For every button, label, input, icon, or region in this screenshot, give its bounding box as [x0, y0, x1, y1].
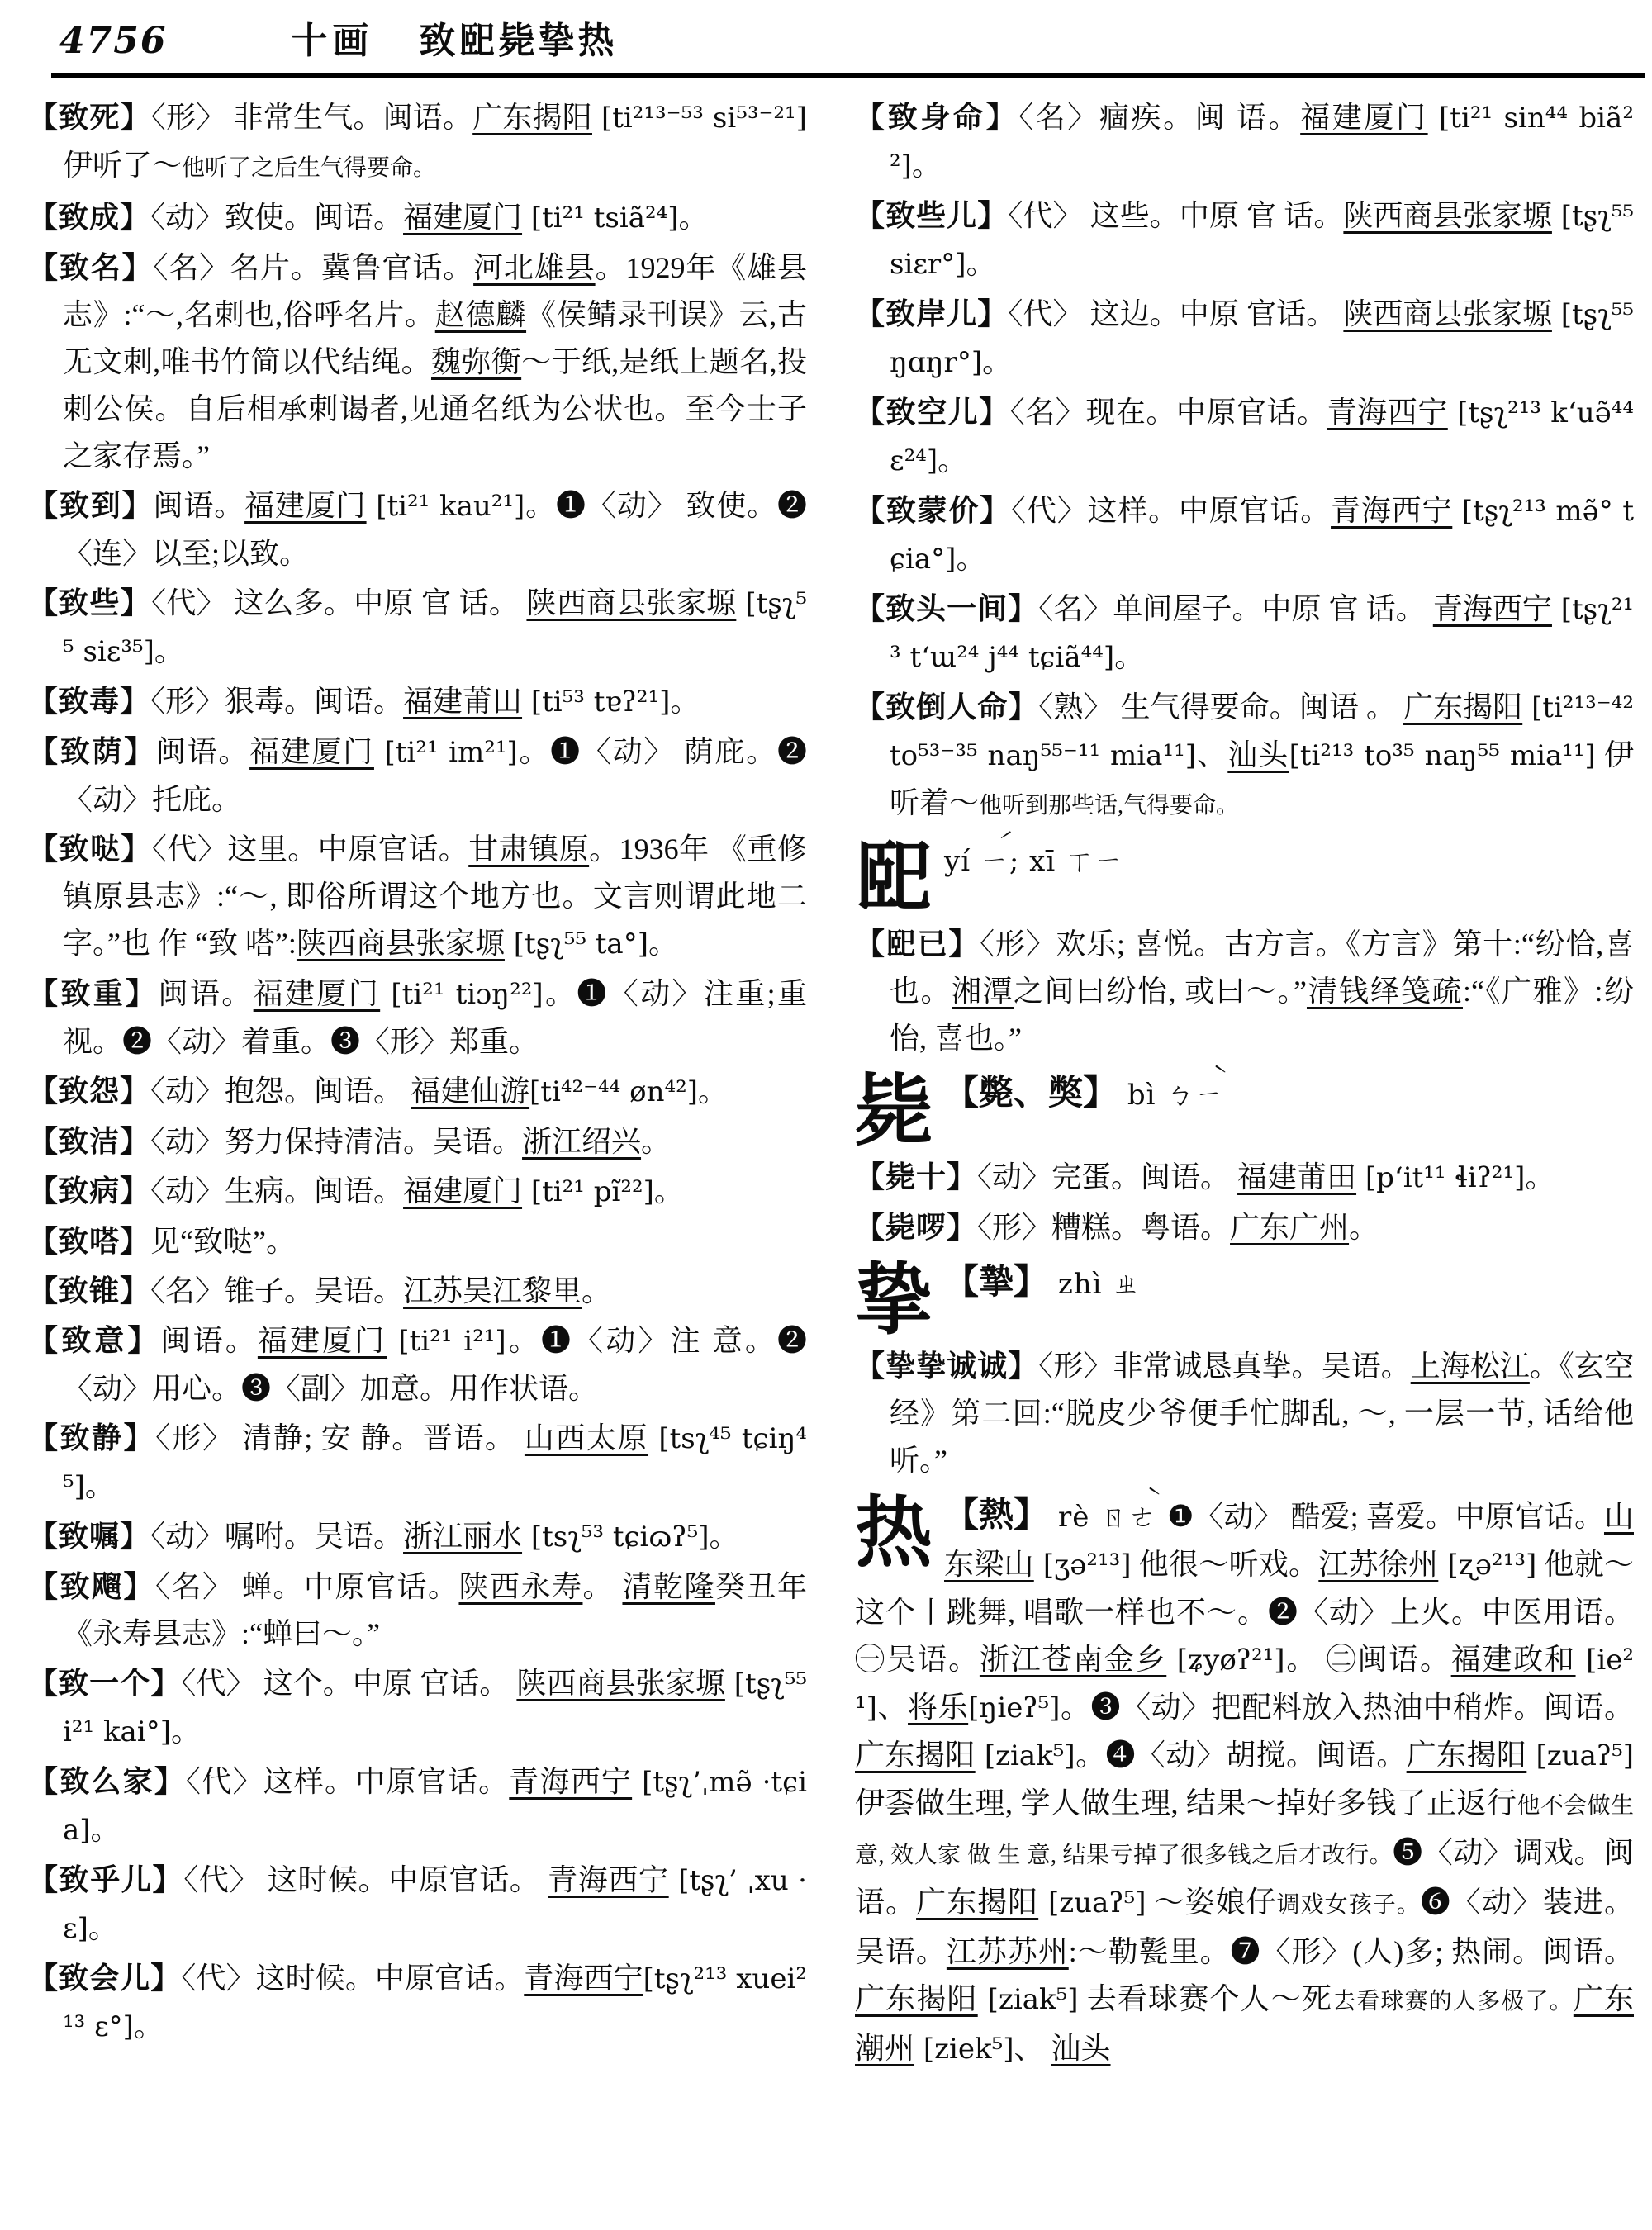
dict-entry — [28, 1415, 807, 1511]
place-name: 江苏苏州 — [946, 1935, 1069, 1969]
dict-entry — [28, 1513, 807, 1561]
phonetic-transcription: [zuaʔ⁵] — [1526, 1739, 1634, 1773]
dict-entry — [855, 1204, 1634, 1251]
body-text: 。 — [678, 201, 709, 235]
body-text: 。 — [1525, 1160, 1555, 1194]
entry-headword: 【致重】 — [28, 977, 159, 1011]
section-characters: 致巸毙挚热 — [419, 21, 618, 61]
entry-headword: 【致毒】 — [28, 685, 151, 719]
dict-entry — [855, 487, 1634, 583]
dict-entry — [28, 94, 807, 192]
place-name: 清乾隆 — [622, 1570, 715, 1604]
place-name: 福建厦门 — [403, 201, 523, 235]
body-text: 。 — [938, 444, 968, 477]
pronunciation: bì ㄅㄧ̀ — [1118, 1079, 1224, 1113]
place-name: 广东潮州 — [855, 1982, 1634, 2066]
head-character-block — [855, 836, 1634, 923]
body-text: 见“致哒”。 — [150, 1225, 296, 1259]
translation-gloss: 去看球赛的人多极了。 — [1332, 1989, 1574, 2015]
entry-headword: 【致荫】 — [28, 735, 156, 769]
variant-forms: 【斃、獘】 — [944, 1075, 1118, 1113]
header-rule — [51, 73, 1645, 78]
body-text: 闽语。 — [155, 735, 250, 769]
place-name: 福建政和 — [1450, 1643, 1576, 1677]
phonetic-transcription: [ʐə²¹³] — [1438, 1549, 1537, 1582]
dict-entry — [28, 678, 807, 726]
body-text: 。❶〈动〉 致使。❷〈连〉以至;以致。 — [63, 489, 807, 571]
body-text: 〈代〉这里。中原官话。 — [151, 833, 469, 866]
place-name: 清钱绎笺疏 — [1306, 975, 1463, 1008]
body-text: 。 — [84, 1469, 115, 1503]
place-name: 浙江绍兴 — [522, 1125, 642, 1159]
entry-headword: 【致锥】 — [28, 1274, 151, 1308]
place-name: 福建厦门 — [253, 977, 381, 1011]
running-head — [0, 0, 1652, 68]
entry-headword: 【致身命】 — [855, 101, 1019, 135]
entry-headword: 【致些】 — [28, 586, 152, 620]
body-text: 〈代〉这样。中原官话。 — [1011, 494, 1332, 528]
entry-headword: 【致成】 — [28, 201, 151, 235]
entry-headword: 【致些儿】 — [855, 199, 1009, 233]
body-text: ～姿娘仔 — [1146, 1886, 1277, 1919]
place-name: 山东梁山 — [944, 1500, 1634, 1582]
body-text: 〈代〉这样。中原官话。 — [186, 1765, 510, 1799]
place-name: 青海西宁 — [509, 1765, 633, 1799]
body-text: 、 — [876, 1691, 909, 1725]
body-text: 〈代〉 这个。中原 官话。 — [181, 1667, 517, 1701]
place-name: 青海西宁 — [524, 1962, 643, 1995]
entry-headword: 【致怨】 — [28, 1075, 151, 1108]
dict-entry — [855, 586, 1634, 681]
place-name: 甘肃镇原 — [468, 833, 590, 866]
body-text: 〈动〉抱怨。闽语。 — [150, 1075, 411, 1108]
body-text: 。 — [911, 149, 942, 183]
dict-entry — [28, 1955, 807, 2051]
body-text: 。❶〈动〉 荫庇。❷〈动〉托庇。 — [63, 735, 807, 817]
body-text: 〈代〉 这么多。中原 官 话。 — [151, 586, 527, 620]
stroke-count-header: 十画 — [291, 21, 374, 61]
body-text: 。 — [1349, 1211, 1379, 1245]
phonetic-transcription: [tʂʅ’ˌmə̃ ·tɕia] — [63, 1766, 807, 1848]
body-text: 、 — [1014, 2032, 1051, 2066]
body-text: 〈名〉现在。中原官话。 — [1009, 396, 1327, 429]
dict-entry — [28, 482, 807, 577]
entry-headword: 【致哒】 — [28, 833, 152, 866]
entry-headword: 【致头一间】 — [855, 592, 1039, 626]
phonetic-transcription: [ti²¹ sin⁴⁴ biã²²] — [890, 102, 1634, 183]
entry-headword: 【致一个】 — [28, 1667, 182, 1701]
body-text: 〈形〉 清静; 安 静。晋语。 — [155, 1421, 525, 1455]
place-name: 浙江苍南金乡 — [979, 1643, 1167, 1677]
body-text: 〈代〉这时候。中原官话。 — [181, 1962, 525, 1995]
variant-forms: 【熱】 — [944, 1497, 1049, 1535]
place-name: 福建厦门 — [257, 1324, 387, 1358]
head-character: 毙 — [855, 1069, 933, 1155]
head-character: 挚 — [855, 1258, 933, 1345]
body-text: 。 — [582, 1274, 612, 1308]
body-text: 他就～这个丨跳舞, 唱歌一样也不～。❷〈动〉上火。中医用语。㊀吴语。 — [855, 1548, 1634, 1677]
dict-entry — [855, 1154, 1634, 1202]
body-text: 〈名〉名片。冀鲁官话。 — [153, 251, 474, 285]
phonetic-transcription: [tʂʅ⁵⁵ ŋɑŋr°] — [890, 298, 1634, 380]
entry-headword: 【致空儿】 — [855, 396, 1010, 429]
body-text: 〈动〉生病。闽语。 — [150, 1174, 404, 1208]
body-text: ❺〈动〉调戏。闽语。 — [855, 1836, 1634, 1919]
phonetic-transcription: [p‘it¹¹ ɬiʔ²¹] — [1356, 1161, 1526, 1195]
dict-entry — [28, 970, 807, 1065]
phonetic-transcription: [ziek⁵] — [914, 2033, 1014, 2066]
place-name: 汕头 — [1227, 738, 1289, 772]
entry-headword: 【致病】 — [28, 1174, 151, 1208]
body-text: 、 — [1195, 738, 1228, 772]
dict-entry — [28, 1268, 807, 1315]
body-text: 〈形〉糟糕。粤语。 — [977, 1211, 1231, 1245]
place-name: 汕头 — [1051, 2032, 1111, 2066]
body-text: :“《广雅》:纷怡, 喜也。” — [890, 975, 1634, 1056]
dict-entry — [28, 826, 807, 968]
body-text: 〈代〉 这些。中原 官 话。 — [1008, 199, 1344, 233]
body-text: 之间曰纷怡, 或曰～。” — [1014, 975, 1307, 1008]
body-text: 〈熟〉 生气得要命。闽语 。 — [1038, 690, 1404, 724]
entry-headword: 【巸已】 — [855, 928, 980, 961]
phonetic-transcription: [tʂʅ²¹³ k‘uə̃⁴⁴ ɛ²⁴] — [890, 396, 1634, 478]
body-text: 。❹〈动〉胡搅。闽语。 — [1075, 1739, 1407, 1772]
entry-headword: 【致岸儿】 — [855, 297, 1009, 331]
place-name: 青海西宁 — [1327, 396, 1448, 429]
phonetic-transcription: [tʂʅ²¹³ xuei²¹³ ɛ°] — [63, 1962, 807, 2044]
phonetic-transcription: [tʂʅ⁵⁵ ta°] — [504, 928, 648, 961]
phonetic-transcription: [ʒə²¹³] — [1033, 1549, 1132, 1582]
body-text: 。1936年 《重修镇原县志》:“～, 即俗所谓这个地方也。文言则谓此地二字。”也 作 “致 嗒”: — [63, 833, 807, 961]
body-text: 。 ㊁闽语。 — [1284, 1643, 1451, 1677]
phonetic-transcription: [ŋieʔ⁵] — [968, 1691, 1061, 1725]
body-text: 〈名〉 蝉。中原官话。 — [155, 1570, 459, 1604]
body-text: 。 — [88, 1911, 118, 1945]
phonetic-transcription: [ziak⁵] — [975, 1739, 1075, 1773]
phonetic-transcription: [ti²¹³ to³⁵ naŋ⁵⁵ mia¹¹] — [1289, 739, 1596, 773]
phonetic-transcription: [tʂʅ⁵⁵ siɛ³⁵] — [63, 587, 807, 669]
place-name: 青海西宁 — [548, 1863, 669, 1897]
dict-entry — [28, 580, 807, 676]
entry-headword: 【致静】 — [28, 1421, 156, 1455]
phonetic-transcription: [ti²¹ pĩ²²] — [522, 1175, 654, 1209]
body-text: 。 — [170, 1715, 201, 1748]
page-number: 4756 — [59, 20, 168, 62]
place-name: 广东广州 — [1230, 1211, 1350, 1245]
translation-gloss: 调戏女孩子。 — [1276, 1892, 1421, 1919]
entry-headword: 【致嗒】 — [28, 1225, 151, 1259]
pronunciation: yí ㄧ́; xī ㄒㄧ — [944, 845, 1124, 879]
place-name: 福建厦门 — [244, 489, 367, 523]
phonetic-transcription: [ʑyøʔ²¹] — [1166, 1644, 1285, 1677]
body-text: 〈动〉嘱咐。吴语。 — [150, 1520, 404, 1554]
left-column — [28, 92, 807, 2076]
right-column — [855, 92, 1634, 2076]
body-text: 〈名〉单间屋子。中原 官 话。 — [1038, 592, 1433, 626]
dict-entry — [28, 728, 807, 823]
body-text: 去看球赛个人～死 — [1078, 1982, 1333, 2016]
place-name: 山西太原 — [524, 1421, 649, 1455]
body-text: 〈形〉非常诚恳真挚。吴语。 — [1038, 1350, 1411, 1383]
body-text: 伊听了～ — [63, 149, 183, 183]
entry-headword: 【致乎儿】 — [28, 1863, 184, 1897]
dict-entry — [28, 1168, 807, 1216]
entry-headword: 【毙十】 — [855, 1160, 978, 1194]
phonetic-transcription: [ti²¹ im²¹] — [373, 736, 518, 770]
place-name: 福建厦门 — [403, 1174, 523, 1208]
dict-entry — [855, 291, 1634, 387]
entry-headword: 【挚挚诚诚】 — [855, 1350, 1039, 1383]
body-text: 。 — [982, 345, 1013, 379]
phonetic-transcription: [ti⁵³ tɐʔ²¹] — [522, 686, 671, 719]
pronunciation: rè ㄖㄜ̀ — [1048, 1501, 1168, 1535]
place-name: 福建厦门 — [1300, 101, 1428, 135]
place-name: 广东揭阳 — [855, 1739, 976, 1772]
dict-entry — [28, 1563, 807, 1658]
dict-entry — [28, 1660, 807, 1756]
phonetic-transcription: [tʂʅ²¹³ t‘ɯ²⁴ j⁴⁴ tɕiã⁴⁴] — [890, 593, 1634, 675]
dict-entry — [28, 1317, 807, 1412]
place-name: 陕西商县张家塬 — [1343, 199, 1552, 233]
place-name: 江苏吴江黎里 — [403, 1274, 582, 1308]
phonetic-transcription: [ti²¹ tiɔŋ²²] — [380, 978, 544, 1012]
place-name: 广东揭阳 — [1403, 690, 1523, 724]
body-text: 。《玄空经》第二回:“脱皮少爷便手忙脚乱, ～, 一层一节, 话给他听。” — [890, 1350, 1634, 1478]
head-character-block — [855, 1258, 1634, 1345]
entry-headword: 【致名】 — [28, 251, 154, 285]
body-text: 〈形〉 非常生气。闽语。 — [150, 101, 473, 135]
dict-entry — [855, 1343, 1634, 1484]
dict-entry — [28, 244, 807, 480]
place-name: 江苏徐州 — [1318, 1548, 1439, 1582]
body-text: 。 — [1114, 640, 1145, 674]
phonetic-transcription: [tʂʅ’ ˌxu ·ɛ] — [63, 1864, 807, 1946]
phonetic-transcription: [ti⁴²⁻⁴⁴ øn⁴²] — [529, 1075, 699, 1109]
entry-headword: 【毙啰】 — [855, 1211, 978, 1245]
head-character: 巸 — [855, 836, 933, 923]
pronunciation: zhì ㄓ — [1048, 1268, 1142, 1302]
entry-headword: 【致嘱】 — [28, 1520, 151, 1554]
body-text: 伊听着～ — [890, 738, 1634, 820]
phonetic-transcription: [zuaʔ⁵] — [1038, 1886, 1146, 1920]
place-name: 青海西宁 — [1331, 494, 1453, 528]
body-text: 〈名〉痼疾。闽 语。 — [1018, 101, 1301, 135]
entry-headword: 【致洁】 — [28, 1125, 151, 1159]
place-name: 赵德麟 — [434, 298, 527, 332]
dict-entry — [28, 1068, 807, 1116]
body-text: ～于纸,是纸上题名,投刺公侯。自后相承刺谒者,见通名纸为公状也。至今士子之家存焉。” — [63, 345, 807, 473]
body-text: 。1929年《雄县志》:“～,名刺也,俗呼名片。 — [63, 251, 807, 332]
entry-headword: 【致倒人命】 — [855, 690, 1039, 724]
body-text: 。❶〈动〉注 意。❷〈动〉用心。❸〈副〉加意。用作状语。 — [63, 1324, 807, 1406]
body-text: 。❸〈动〉把配料放入热油中稍炸。闽语。 — [1060, 1691, 1634, 1725]
place-name: 陕西商县张家塬 — [1343, 297, 1552, 331]
place-name: 广东揭阳 — [855, 1982, 978, 2016]
dict-entry — [855, 192, 1634, 288]
translation-gloss: 他不会做生意, 效人家 做 生 意, 结果亏掉了很多钱之后才改行。 — [855, 1793, 1634, 1869]
place-name: 陕西商县张家塬 — [516, 1667, 725, 1701]
body-text: 。❶〈动〉注重;重视。❷〈动〉着重。❸〈形〉郑重。 — [63, 977, 807, 1059]
place-name: 福建莆田 — [1237, 1160, 1357, 1194]
place-name: 湘潭 — [952, 975, 1014, 1008]
phonetic-transcription: [ti²¹ tsiã²⁴] — [522, 202, 679, 235]
place-name: 浙江丽水 — [403, 1520, 523, 1554]
body-text: 伊𠀾做生理, 学人做生理, 结果～掉好多钱了正返行 — [855, 1786, 1517, 1820]
body-text: 。 — [648, 927, 678, 961]
body-text: ❶〈动〉 酷爱; 喜爱。中原官话。 — [1167, 1500, 1604, 1534]
entry-headword: 【致飗】 — [28, 1570, 155, 1604]
body-text: 。 — [698, 1075, 729, 1108]
place-name: 魏弥衡 — [430, 345, 522, 379]
place-name: 河北雄县 — [473, 251, 596, 285]
body-text: 〈形〉狠毒。闽语。 — [150, 685, 404, 719]
body-text: 癸丑年《永寿县志》:“蝉曰～。” — [63, 1570, 807, 1651]
phonetic-transcription: [ti²¹³⁻⁴² to⁵³⁻³⁵ naŋ⁵⁵⁻¹¹ mia¹¹] — [890, 691, 1634, 773]
head-character: 热 — [855, 1491, 933, 1578]
body-text: 。 — [90, 1813, 121, 1847]
body-text: 。 — [956, 542, 986, 576]
phonetic-transcription: [ti²¹³⁻⁵³ si⁵³⁻²¹] — [591, 102, 807, 135]
place-name: 上海松江 — [1410, 1350, 1530, 1383]
dict-entry — [855, 389, 1634, 485]
place-name: 广东揭阳 — [472, 101, 592, 135]
body-text: 。 — [582, 1570, 623, 1604]
body-text: 《侯鲭录刊误》云,古无文刺,唯书竹简以代结绳。 — [63, 298, 807, 379]
body-text: 。 — [966, 247, 996, 281]
phonetic-transcription: [tsʅ⁴⁵ tɕiŋ⁴⁵] — [63, 1422, 807, 1504]
body-text: 〈代〉 这时候。中原官话。 — [183, 1863, 548, 1897]
entry-headword: 【致蒙价】 — [855, 494, 1012, 528]
translation-gloss: 他听了之后生气得要命。 — [182, 155, 437, 182]
body-text: 〈代〉 这边。中原 官话。 — [1008, 297, 1344, 331]
place-name: 陕西商县张家塬 — [526, 586, 737, 620]
dict-entry — [28, 194, 807, 242]
body-text: 〈形〉欢乐; 喜悦。古方言。《方言》第十:“纷恰,喜也。 — [890, 928, 1634, 1008]
place-name: 福建厦门 — [249, 735, 374, 769]
body-text: 闽语。 — [158, 977, 254, 1011]
phonetic-transcription: [tʂʅ²¹³ mə̃° tɕia°] — [890, 495, 1634, 576]
body-text: 。 — [670, 685, 700, 719]
body-text: 闽语。 — [160, 1324, 258, 1358]
dict-entry — [28, 1857, 807, 1952]
entry-headword: 【致么家】 — [28, 1765, 187, 1799]
place-name: 陕西商县张家塬 — [296, 927, 505, 961]
dict-entry — [855, 94, 1634, 190]
dict-entry — [28, 1218, 807, 1265]
place-name: 福建仙游 — [411, 1075, 530, 1108]
variant-forms: 【摯】 — [944, 1264, 1049, 1302]
dict-entry — [855, 684, 1634, 829]
dict-entry — [28, 1118, 807, 1165]
two-column-body — [0, 78, 1652, 2076]
body-text: 〈名〉锥子。吴语。 — [150, 1274, 404, 1308]
body-text: ❻〈动〉装进。吴语。 — [855, 1886, 1634, 1969]
translation-gloss: 他听到那些话,气得要命。 — [979, 793, 1240, 819]
entry-headword: 【致死】 — [28, 101, 151, 135]
phonetic-transcription: [ti²¹ i²¹] — [387, 1325, 506, 1359]
body-text: 。 — [154, 634, 184, 668]
dict-entry — [855, 921, 1634, 1062]
place-name: 青海西宁 — [1432, 592, 1552, 626]
body-text: 。 — [641, 1125, 672, 1159]
body-text: :～勒甏里。❼〈形〉(人)多; 热闹。闽语。 — [1068, 1935, 1634, 1969]
body-text: 闽语。 — [153, 489, 245, 523]
body-text: 〈动〉完蛋。闽语。 — [977, 1160, 1238, 1194]
body-text: 。 — [709, 1520, 739, 1554]
phonetic-transcription: [ti²¹ kau²¹] — [366, 490, 525, 524]
entry-headword: 【致意】 — [28, 1324, 161, 1358]
place-name: 广东揭阳 — [916, 1886, 1039, 1919]
body-text: 〈动〉努力保持清洁。吴语。 — [150, 1125, 523, 1159]
place-name: 陕西永寿 — [458, 1570, 583, 1604]
body-text: 他很～听戏。 — [1131, 1548, 1319, 1582]
phonetic-transcription: [tsʅ⁵³ tɕiɷʔ⁵] — [522, 1521, 710, 1554]
entry-headword: 【致会儿】 — [28, 1962, 182, 1995]
phonetic-transcription: [tʂʅ⁵⁵ i²¹ kai°] — [63, 1668, 807, 1749]
place-name: 将乐 — [908, 1691, 969, 1725]
body-text: 。 — [653, 1174, 684, 1208]
place-name: 福建莆田 — [403, 685, 523, 719]
phonetic-transcription: [ziak⁵] — [977, 1983, 1079, 2017]
phonetic-transcription: [ie²¹] — [855, 1644, 1634, 1725]
place-name: 广东揭阳 — [1406, 1739, 1527, 1772]
body-text: 。 — [133, 2009, 164, 2043]
phonetic-transcription: [tʂʅ⁵⁵ siɛr°] — [890, 200, 1634, 282]
head-character-block — [855, 1492, 1634, 2073]
body-text: 〈动〉致使。闽语。 — [150, 201, 404, 235]
dict-entry — [28, 1758, 807, 1854]
entry-headword: 【致到】 — [28, 489, 154, 523]
head-character-block — [855, 1069, 1634, 1155]
